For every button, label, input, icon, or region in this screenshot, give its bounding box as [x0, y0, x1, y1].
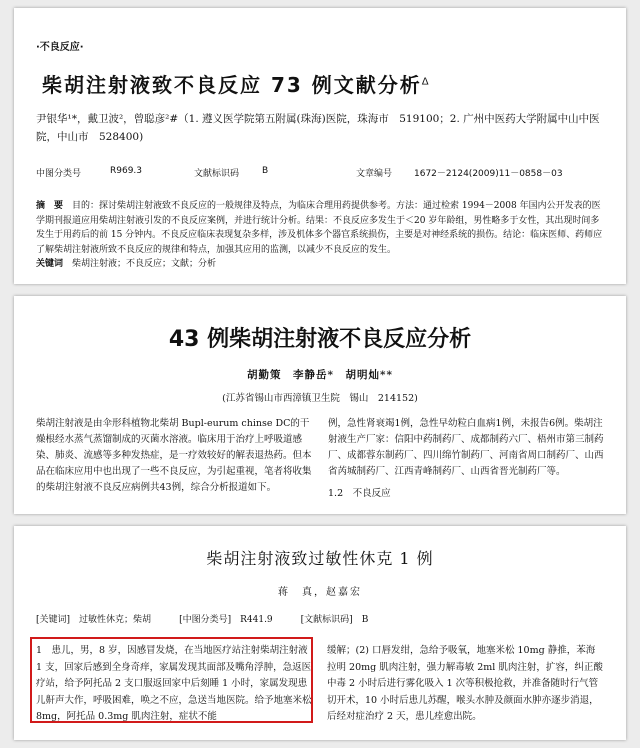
affiliation-line: (江苏省锡山市西漳镇卫生院 锡山 214152) — [222, 393, 418, 404]
author-line: 胡勤策 李静岳* 胡明灿** — [247, 369, 393, 381]
body-column-right: 例，急性肾衰竭1例，急性早幼粒白血病1例，未报告6例。柴胡注射液生产厂家：信阳中药制药厂、成都制药六厂、梧州市第三制药厂、成都蓉东制药厂、四川绵竹制药厂、河南省周口制药厂、山西省芮城制药厂、江西青峰制药厂、山西省晋光制药厂等。 1.2 不良反应 — [328, 416, 604, 502]
classification-line: 中图分类号 R969.3 文献标识码 B 文章编号 1672－2124(2009)11－0858－03 — [36, 166, 563, 179]
section-heading: 1.2 不良反应 — [328, 488, 391, 499]
article-title: 柴胡注射液致不良反应 73 例文献分析$^\Delta$ — [42, 73, 431, 97]
article-title: 43 例柴胡注射液不良反应分析 — [168, 327, 472, 352]
article-panel-1 — [14, 8, 626, 284]
author-line: 蒋 真，赵嘉宏 — [278, 587, 362, 598]
keywords: 关键词 柴胡注射液；不良反应；文献；分析 — [36, 259, 217, 269]
author-line: 尹银华¹*，戴卫波²，曾聪彦²#（1. 遵义医学院第五附属(珠海)医院，珠海市 519100；2. 广州中医药大学附属中山中医院，中山市 528400) — [36, 113, 600, 143]
abstract: 摘 要 目的：探讨柴胡注射液致不良反应的一般规律及特点，为临床合理用药提供参考。方法：通过检索 1994－2008 年国内公开发表的医学期刊报道应用柴胡注射液引发的不良反应案例，并进行统计分析。结果：不良反应多发生于＜20 岁年龄组，男性略多于女性，其出现时间多发生于用药后的前 15 分钟内。不良反应临床表现复杂多样，涉及机体多个器官系统损伤，主要是对神经系统的损伤。结论：临床医师、药师应了解柴胡注射液所致不良反应的规律和特点，加强其应用的监测，以减少不良反应的发生。 — [36, 201, 603, 255]
body-columns — [36, 416, 604, 502]
body-column-left: 1 患儿，男，8 岁，因感冒发烧，在当地医疗站注射柴胡注射液 1 支，回家后感到全身奇痒，家属发现其面部及嘴角浮肿，急返医疗站，给予阿托品 2 支口服返回家中后刻睡 1 小时，家属发现患儿鼾声大作，呼吸困难，唤之不应，急送当地医院。给予地塞米松 8mg，阿托品 0.3mg 肌肉注射，症状不能 — [36, 643, 313, 726]
body-column-right: 缓解；(2) 口唇发绀，急给予吸氧，地塞米松 10mg 静推，苯海拉明 20mg 肌肉注射，强力解毒敏 2ml 肌肉注射，扩容，纠正酸中毒 2 小时后进行雾化吸入 1 次等积极抢救，并准备随时行气管切开术，10 小时后患儿苏醒，喉头水肿及颜面水肿亦逐步消退，后经对症治疗 2 天，患儿痊愈出院。 — [327, 645, 603, 722]
red-highlight-box — [30, 637, 313, 723]
section-tag: ·不良反应· — [36, 42, 84, 53]
article-panel-2 — [14, 296, 626, 514]
body-column-left: 柴胡注射液是由伞形科植物北柴胡 Bupl-eurum chinse DC的干燥根经水蒸气蒸馏制成的灭菌水溶液。临床用于治疗上呼吸道感染、肺炎、流感等多种发热症，是一疗效较好的解表退热药。但本品在临床应用中也出现了一些不良反应，为引起重视，笔者将收集的柴胡注射液不良反应病例共43例，综合分析报道如下。 — [36, 418, 312, 493]
classification-line: [关键词] 过敏性休克；柴胡 [中图分类号] R441.9 [文献标识码] B — [36, 615, 369, 625]
article-title: 柴胡注射液致过敏性休克 1 例 — [206, 549, 434, 568]
body-columns — [36, 643, 604, 726]
article-panel-3 — [14, 526, 626, 740]
